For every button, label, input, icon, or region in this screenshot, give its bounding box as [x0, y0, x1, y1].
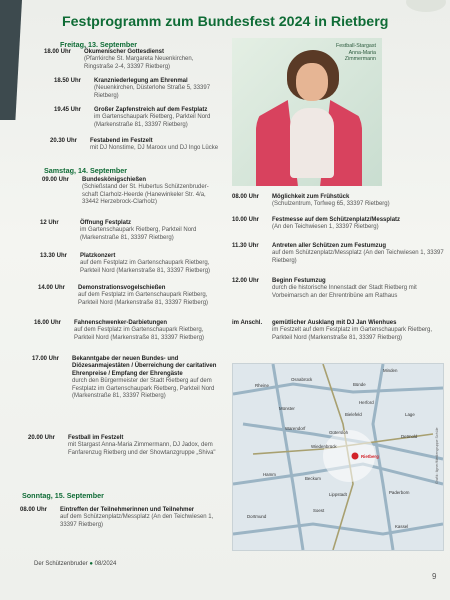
event-name: Festabend im Festzelt [90, 138, 153, 144]
magazine-name: Der Schützenbruder [34, 561, 88, 567]
event-details: durch die historische Innenstadt der Stadt Rietberg mit Vorbeimarsch an der Ehrentribüne am Rathaus [272, 285, 417, 299]
event-details: auf dem Festplatz im Gartenschaupark Rietberg, Parkteil Nord (Markenstraße 81, 33397 Rietberg) [80, 260, 211, 274]
magazine-logo-icon: ● [89, 561, 93, 567]
map-label: Hamm [263, 472, 276, 477]
map-label: Kassel [395, 524, 409, 529]
event-details: (Neuenkirchen, Düsterlohe Straße 5, 33397 Rietberg) [94, 85, 211, 99]
map-label: Bünde [353, 382, 366, 387]
page-number: 9 [432, 572, 437, 581]
event-sunday-1 [20, 507, 222, 529]
event-saturday-6 [32, 356, 218, 400]
event-name: Platzkonzert [80, 253, 116, 259]
map-label: Warendorf [285, 426, 306, 431]
map-label: Herford [359, 400, 374, 405]
event-details: mit Stargast Anna-Maria Zimmermann, DJ Jadox, dem Fanfarenzug Rietberg und der Showtanzgruppe „Shiva" [68, 442, 216, 456]
event-name: Eintreffen der Teilnehmerinnen und Teilnehmer [60, 507, 195, 513]
event-name: Demonstrationsvogelschießen [78, 285, 166, 291]
map-label-rietberg: Rietberg [361, 454, 379, 459]
event-name: Ökumenischer Gottesdienst [84, 49, 165, 55]
event-details: mit DJ Nonstime, DJ Maroox und DJ Ingo Lücke [90, 145, 219, 152]
event-details: (Pfarrkirche St. Margareta Neuenkirchen, Ringstraße 2-4, 33397 Rietberg) [84, 56, 194, 70]
event-name: Großer Zapfenstreich auf dem Festplatz [94, 107, 208, 113]
event-time: 19.45 Uhr [54, 107, 82, 113]
map-label: Soest [313, 508, 325, 513]
map-credit: Grafik: Ilgner/Mediengruppe Schüle [435, 427, 439, 484]
event-name: Fahnenschwenker-Darbietungen [74, 320, 168, 326]
caption-line: Festball-Stargast [335, 43, 376, 49]
event-time: 10.00 Uhr [232, 217, 260, 223]
map-label: Wiedenbrück [311, 444, 337, 449]
event-saturday-4 [38, 285, 224, 307]
map-label: Lage [405, 412, 415, 417]
event-sunday-4 [232, 243, 444, 265]
event-details: (Schulzentrum, Torfweg 65, 33397 Rietberg) [272, 201, 390, 208]
event-name: Festmesse auf dem Schützenplatz/Messplatz [272, 217, 401, 223]
event-sunday-2 [232, 194, 444, 209]
photo-face [296, 63, 328, 101]
map-label: Dortmund [247, 514, 267, 519]
event-time: 09.00 Uhr [42, 177, 70, 183]
event-name: Beginn Festumzug [272, 278, 326, 284]
day-heading-saturday: Samstag, 14. September [44, 166, 128, 175]
event-time: 13.30 Uhr [40, 253, 68, 259]
event-time: 12 Uhr [40, 220, 59, 226]
map-label: Münster [279, 406, 295, 411]
event-details: (An den Teichwiesen 1, 33397 Rietberg) [272, 224, 379, 231]
event-name: Kranzniederlegung am Ehrenmal [94, 78, 188, 84]
event-details: auf dem Festplatz im Gartenschaupark Rietberg, Parkteil Nord (Markenstraße 81, 33397 Rietberg) [78, 292, 209, 306]
event-details: im Gartenschaupark Rietberg, Parkteil Nord (Markenstraße 81, 33397 Rietberg) [80, 227, 197, 241]
event-time: 16.00 Uhr [34, 320, 62, 326]
map-label: Rheine [255, 383, 269, 388]
event-time: 08.00 Uhr [20, 507, 48, 513]
event-details: durch den Bürgermeister der Stadt Rietberg auf dem Festplatz im Gartenschaupark Rietberg, Parkteil Nord (Markenstraße 81, 33397 Rietberg) [72, 378, 215, 400]
map-label: Bielefeld [345, 412, 362, 417]
event-friday-1 [44, 49, 216, 71]
page-corner-decoration [406, 0, 446, 12]
magazine-issue: 08/2024 [94, 561, 117, 567]
caption-line: Zimmermann [344, 56, 376, 62]
map-label: Paderborn [389, 490, 410, 495]
footer [34, 561, 116, 567]
photo-shirt [290, 108, 334, 178]
route-map [232, 363, 444, 551]
event-friday-3 [54, 107, 220, 129]
event-sunday-3 [232, 217, 444, 232]
event-details: (Schießstand der St. Hubertus Schützenbruder- schaft Clarholz-Heerde (Hanewinkeler Str. 4/a, 33442 Herzebrock-Clarholz) [82, 184, 209, 206]
event-name: Möglichkeit zum Frühstück [272, 194, 350, 200]
event-time: 17.00 Uhr [32, 356, 60, 362]
event-saturday-5 [34, 320, 224, 342]
event-time: 20.00 Uhr [28, 435, 56, 441]
stargast-photo [232, 38, 382, 186]
day-heading-friday: Freitag, 13. September [60, 40, 138, 49]
event-saturday-1 [42, 177, 220, 207]
photo-caption [336, 43, 376, 63]
event-sunday-6 [232, 320, 444, 342]
map-label: Lippstadt [329, 492, 347, 497]
event-time: 12.00 Uhr [232, 278, 260, 284]
event-saturday-3 [40, 253, 222, 275]
event-name: Festball im Festzelt [68, 435, 124, 441]
caption-line: Anna-Maria [348, 49, 376, 56]
map-label: Minden [383, 368, 398, 373]
event-time: 08.00 Uhr [232, 194, 260, 200]
map-label: Beckum [305, 476, 321, 481]
event-time: 14.00 Uhr [38, 285, 66, 291]
event-name: Antreten aller Schützen zum Festumzug [272, 243, 387, 249]
page-title: Festprogramm zum Bundesfest 2024 in Rietberg [62, 14, 389, 30]
event-name: Öffnung Festplatz [80, 220, 131, 226]
event-time: 18.50 Uhr [54, 78, 82, 84]
event-friday-2 [54, 78, 218, 100]
event-time: 11.30 Uhr [232, 243, 259, 249]
event-friday-4 [50, 138, 224, 153]
map-roads [233, 364, 443, 550]
previous-page-edge [0, 0, 22, 120]
day-heading-sunday: Sonntag, 15. September [22, 491, 104, 500]
map-label: Osnabrück [291, 377, 313, 382]
event-details: auf dem Festplatz im Gartenschaupark Rietberg, Parkteil Nord (Markenstraße 81, 33397 Rietberg) [74, 327, 205, 341]
event-details: auf dem Schützenplatz/Messplatz (An den Teichwiesen 1, 33397 Rietberg) [60, 514, 214, 528]
map-label: Detmold [401, 434, 418, 439]
event-time: 18.00 Uhr [44, 49, 72, 55]
map-label: Gütersloh [329, 430, 349, 435]
event-sunday-5 [232, 278, 444, 300]
event-details: im Gartenschaupark Rietberg, Parkteil Nord (Markenstraße 81, 33397 Rietberg) [94, 114, 211, 128]
event-name: Bekanntgabe der neuen Bundes- und Diözesanmajestäten / Überreichung der caritativen Ehrenpreise / Empfang der Ehrengäste [72, 356, 217, 377]
event-time: 20.30 Uhr [50, 138, 78, 144]
event-name: gemütlicher Ausklang mit DJ Jan Wienhues [272, 320, 397, 326]
event-saturday-2 [40, 220, 222, 242]
event-name: Bundeskönigschießen [82, 177, 147, 183]
event-details: auf dem Schützenplatz/Messplatz (An den Teichwiesen 1, 33397 Rietberg) [272, 250, 444, 264]
event-details: im Festzelt auf dem Festplatz im Gartenschaupark Rietberg, Parkteil Nord (Markenstraße 81, 33397 Rietberg) [272, 327, 433, 341]
event-time: im Anschl. [232, 320, 263, 326]
event-saturday-7 [28, 435, 218, 457]
